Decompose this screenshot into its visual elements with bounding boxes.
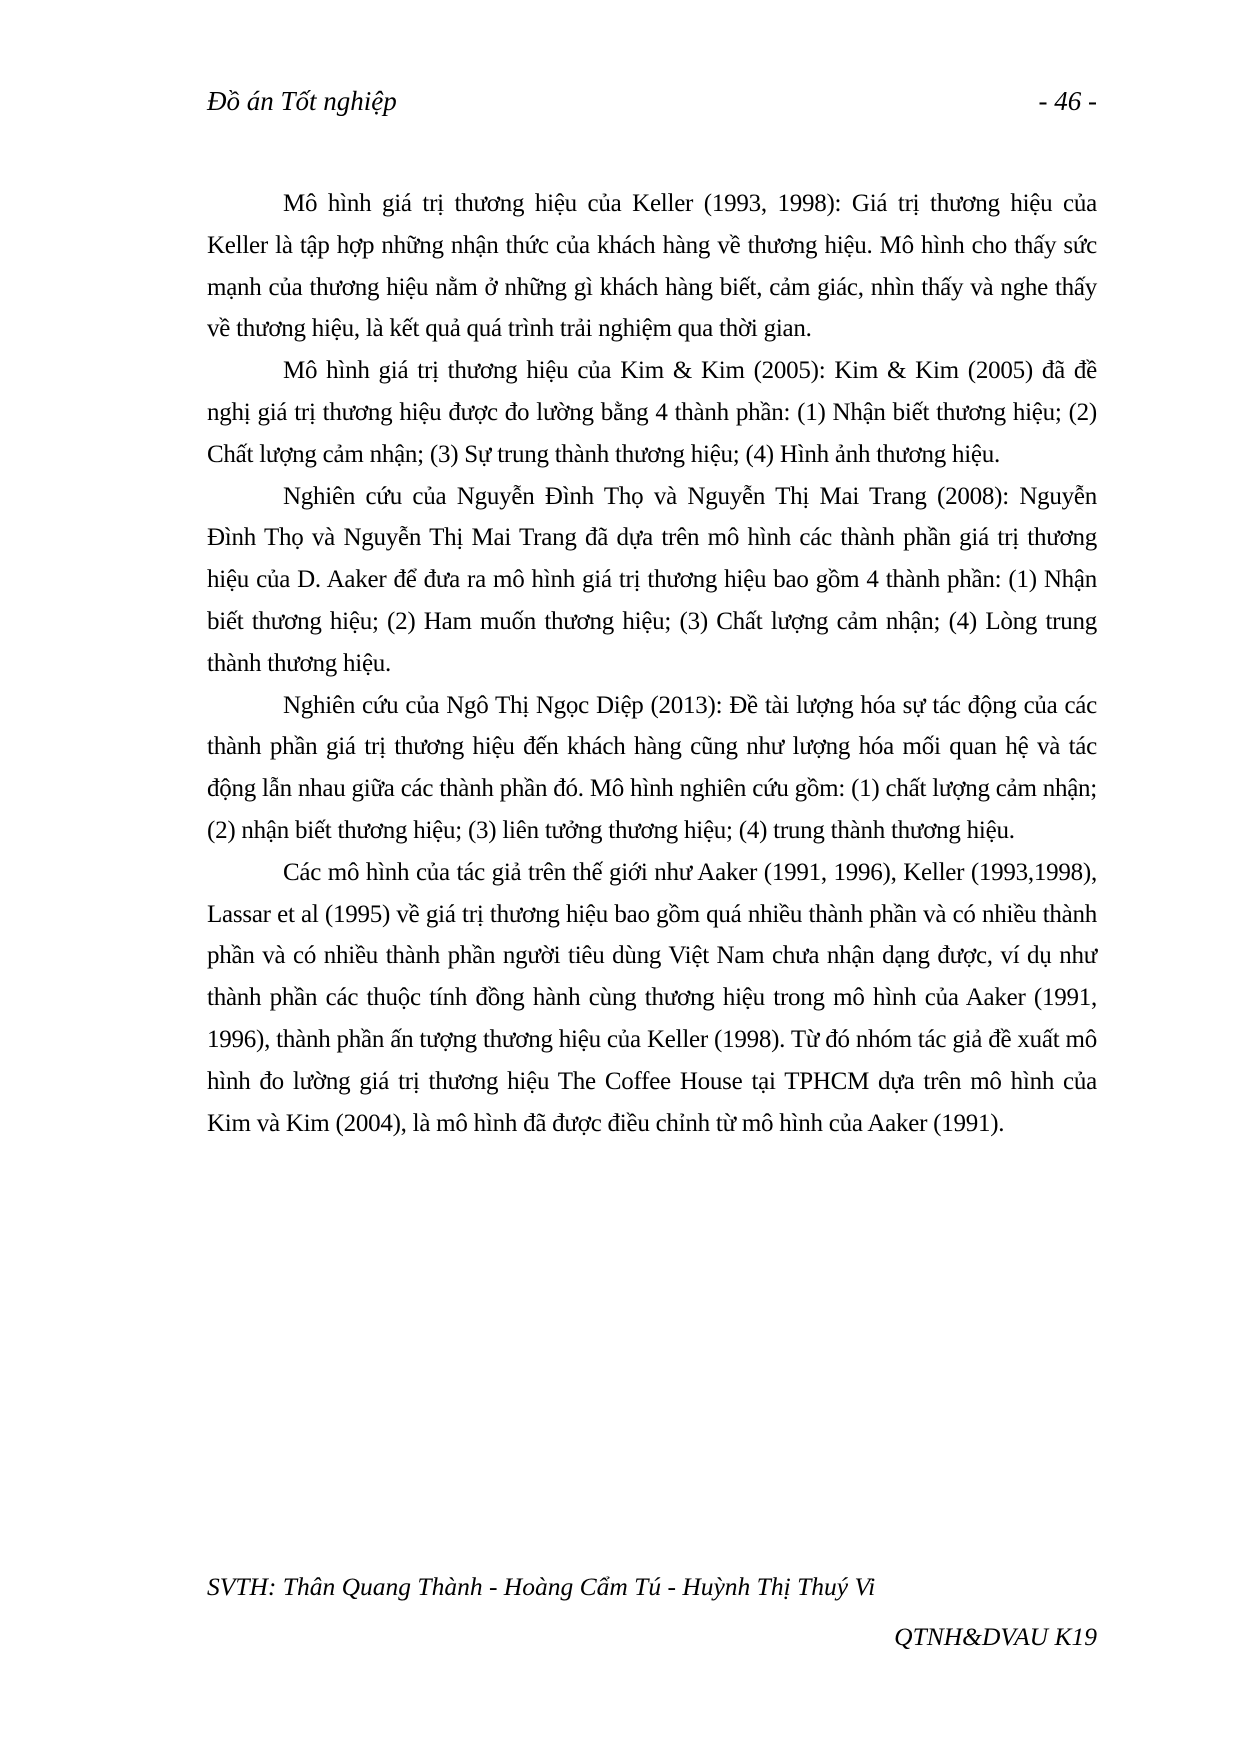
- document-title: Đồ án Tốt nghiệp: [207, 86, 397, 116]
- paragraph-nguyen-dinh-tho-study: Nghiên cứu của Nguyễn Đình Thọ và Nguyễn Thị Mai Trang (2008): Nguyễn Đình Thọ và Nguyễn Thị Mai Trang đã dựa trên mô hình các thành phần giá trị thương hiệu của D. Aaker để đưa ra mô hình giá trị thương hiệu bao gồm 4 thành phần: (1) Nhận biết thương hiệu; (2) Ham muốn thương hiệu; (3) Chất lượng cảm nhận; (4) Lòng trung thành thương hiệu.: [207, 482, 1097, 677]
- footer-class-code: QTNH&DVAU K19: [894, 1622, 1097, 1651]
- paragraph-keller-model: Mô hình giá trị thương hiệu của Keller (1993, 1998): Giá trị thương hiệu của Keller là tập hợp những nhận thức của khách hàng về thương hiệu. Mô hình cho thấy sức mạnh của thương hiệu nằm ở những gì khách hàng biết, cảm giác, nhìn thấy và nghe thấy về thương hiệu, là kết quả quá trình trải nghiệm qua thời gian.: [207, 190, 1097, 343]
- page-number: - 46 -: [1038, 86, 1097, 116]
- paragraph-kim-kim-model: Mô hình giá trị thương hiệu của Kim & Kim (2005): Kim & Kim (2005) đã đề nghị giá trị thương hiệu được đo lường bằng 4 thành phần: (1) Nhận biết thương hiệu; (2) Chất lượng cảm nhận; (3) Sự trung thành thương hiệu; (4) Hình ảnh thương hiệu.: [207, 357, 1097, 468]
- footer-authors: SVTH: Thân Quang Thành - Hoàng Cẩm Tú - Huỳnh Thị Thuý Vi: [207, 1572, 876, 1601]
- body-text: [207, 183, 1097, 1144]
- paragraph-proposed-model: Các mô hình của tác giả trên thế giới như Aaker (1991, 1996), Keller (1993,1998), Lassar et al (1995) về giá trị thương hiệu bao gồm quá nhiều thành phần và có nhiều thành phần và có nhiều thành phần người tiêu dùng Việt Nam chưa nhận dạng được, ví dụ như thành phần các thuộc tính đồng hành cùng thương hiệu trong mô hình của Aaker (1991, 1996), thành phần ấn tượng thương hiệu của Keller (1998). Từ đó nhóm tác giả đề xuất mô hình đo lường giá trị thương hiệu The Coffee House tại TPHCM dựa trên mô hình của Kim và Kim (2004), là mô hình đã được điều chỉnh từ mô hình của Aaker (1991).: [207, 858, 1097, 1137]
- page-header: [207, 86, 1097, 126]
- paragraph-ngo-thi-ngoc-diep-study: Nghiên cứu của Ngô Thị Ngọc Diệp (2013): Đề tài lượng hóa sự tác động của các thành phần giá trị thương hiệu đến khách hàng cũng như lượng hóa mối quan hệ và tác động lẫn nhau giữa các thành phần đó. Mô hình nghiên cứu gồm: (1) chất lượng cảm nhận; (2) nhận biết thương hiệu; (3) liên tưởng thương hiệu; (4) trung thành thương hiệu.: [207, 691, 1097, 844]
